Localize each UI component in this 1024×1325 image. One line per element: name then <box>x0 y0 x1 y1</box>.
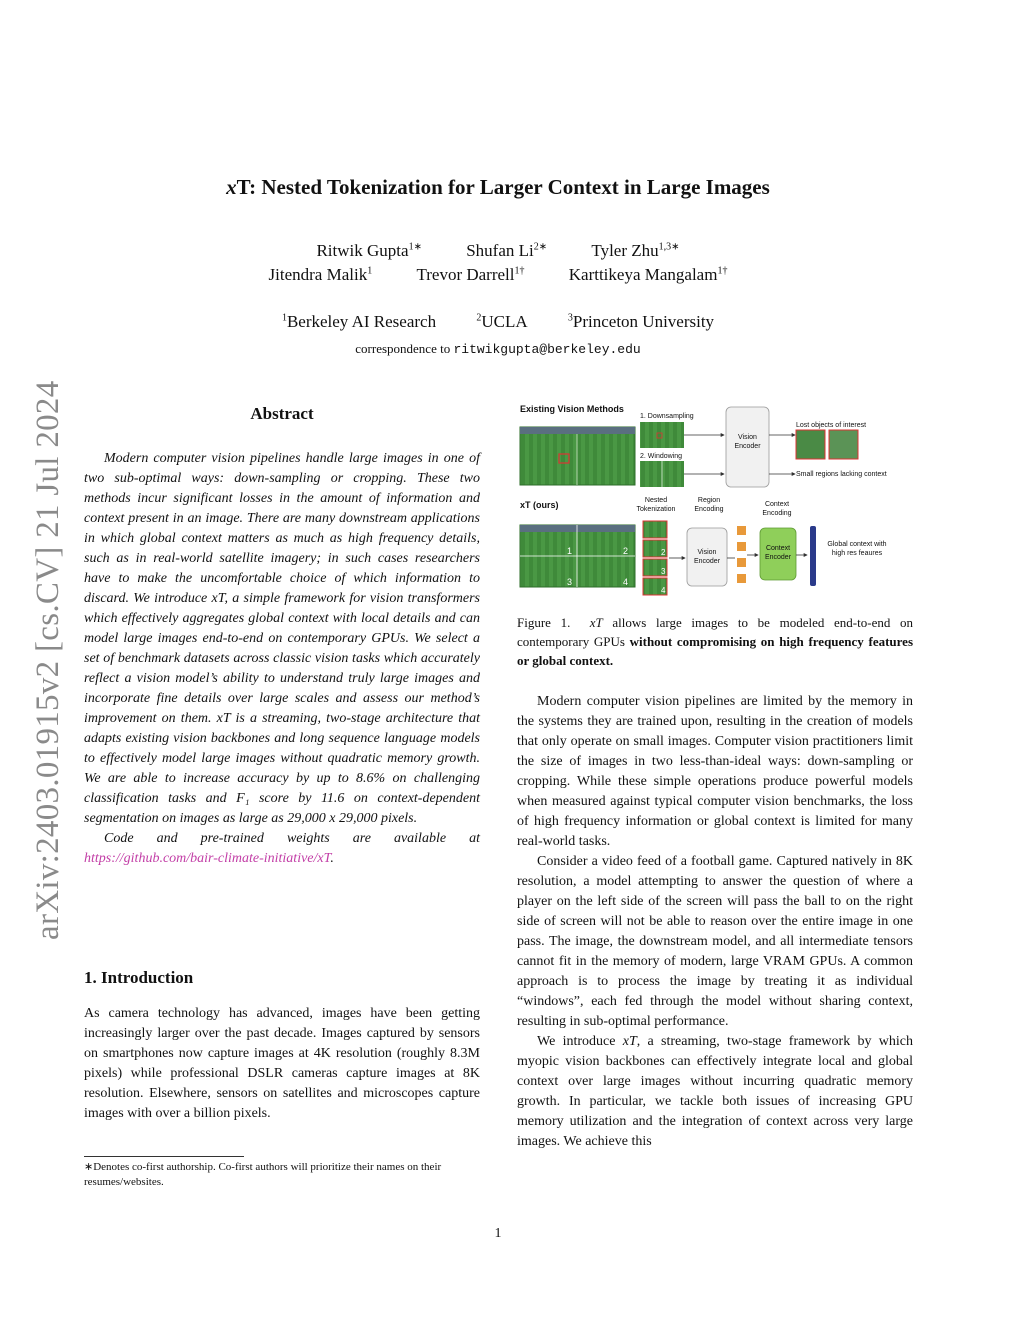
title-prefix: x <box>226 175 237 199</box>
footnote-divider <box>84 1156 244 1157</box>
label-global-context: Global context with high res feaures <box>827 541 887 557</box>
author: Tyler Zhu$^{1,3∗}$ <box>591 241 680 260</box>
figure-caption: Figure 1. xT allows large images to be modeled end-to-end on contemporary GPUs without compromising on high frequency features or global context. <box>517 615 914 668</box>
label-region-encoding: Region Encoding <box>694 497 724 513</box>
author: Ritwik Gupta$^{1∗}$ <box>316 241 422 260</box>
figure-1 <box>517 400 913 600</box>
abstract-body <box>84 449 480 869</box>
authors-row-1 <box>0 241 996 261</box>
vision-encoder-label-top: Vision Encoder <box>734 434 761 450</box>
title-rest: T: Nested Tokenization for Larger Context in Large Images <box>236 175 770 199</box>
intro-right-column <box>517 692 913 1152</box>
paper-title <box>0 175 996 200</box>
token <box>737 526 746 535</box>
stands-strip-ours <box>520 525 635 532</box>
vision-encoder-label-bottom: Vision Encoder <box>693 549 721 565</box>
label-existing-methods: Existing Vision Methods <box>520 404 624 414</box>
affiliation: $^1$Berkeley AI Research <box>281 312 437 331</box>
author: Karttikeya Mangalam$^{1\dagger}$ <box>568 265 728 284</box>
affiliations <box>0 312 996 332</box>
intro-paragraph: As camera technology has advanced, images have been getting increasingly larger over the past decade. Images captured by sensors on smartphones now capture images at 4K resolution (roughly 8.3M pixels) while professional DSLR cameras capture images at 8K resolution. Elsewhere, sensors on satellites and microscopes capture images with over a billion pixels. <box>84 1006 480 1121</box>
correspondence: correspondence to ritwikgupta@berkeley.edu <box>355 341 641 357</box>
body-paragraph: Consider a video feed of a football game. Captured natively in 8K resolution, a model attempting to answer the question of where a player on the left side of the screen will pass the ball to on the right side of screen will not be able to reason over the entire image in one pass. The image, the downstream model, and all intermediate tensors cannot fit in the memory of modern, large VRAM GPUs. A common approach is to process the image by treating it as individual “windows”, each fed through the model without sharing context, resulting in sub-optimal performance. <box>517 854 913 1029</box>
context-encoder-label: Context Encoder <box>764 545 792 561</box>
body-paragraph: We introduce xT, a streaming, two-stage framework by which myopic vision backbones can effectively integrate local and global context over large images without incurring quadratic memory growth. In particular, we tackle both issues of increasing GPU memory utilization and the integration of context across very large images. We achieve this <box>517 1034 913 1149</box>
tile-number: 3 <box>661 567 666 576</box>
lost-crop-1 <box>796 430 825 459</box>
tile <box>643 521 667 538</box>
body-paragraph: Modern computer vision pipelines are limited by the memory in the systems they are trained upon, resulting in the creation of models that only operate on small images. Computer vision practitioners limit the size of images in two less-than-ideal ways: down-sampling or cropping. While these simple operations produce powerful models when measured against typical computer vision benchmarks, the loss of high frequency information or global context is limited for many real-world tasks. <box>517 694 913 849</box>
abstract-code-paragraph: Code and pre-trained weights are available at https://github.com/bair-climate-initiative/xT. <box>84 831 480 866</box>
figure-1-diagram <box>517 400 913 600</box>
lost-crop-2 <box>829 430 858 459</box>
label-nested-tokenization: Nested Tokenization <box>636 497 676 513</box>
token <box>737 574 746 583</box>
footnote: ∗Denotes co-first authorship. Co-first authors will prioritize their names on their resumes/websites. <box>84 1161 442 1188</box>
author: Trevor Darrell$^{1\dagger}$ <box>416 265 525 284</box>
stands-strip <box>520 427 635 434</box>
authors-row-2 <box>0 265 996 285</box>
region-number: 2 <box>623 546 629 556</box>
abstract-paragraph: Modern computer vision pipelines handle large images in one of two sub-optimal ways: down-sampling or cropping. These two methods incur significant losses in the amount of information and context present in an image. There are many downstream applications in which global context matters as much as high frequency details, such as in real-world satellite imagery; in such cases researchers have to make the uncomfortable choice of which information to discard. We introduce xT, a simple framework for vision transformers which effectively aggregates global context with local details and can model large images end-to-end on contemporary GPUs. We select a set of benchmark datasets across classic vision tasks which accurately reflect a vision model’s ability to understand truly large images and incorporate fine details over large scales and assess our method’s improvement on them. xT is a streaming, two-stage architecture that adapts existing vision backbones and long sequence language models to effectively model large images without quadratic memory growth. We are able to increase accuracy by up to 8.6% on challenging classification tasks and F₁ score by 11.6 on context-dependent segmentation on images as large as 29,000 x 29,000 pixels. <box>84 451 480 826</box>
author: Shufan $Li^{2∗}$ <box>466 241 548 260</box>
author: Jitendra Malik$^1$ <box>268 265 373 284</box>
football-image-existing <box>520 427 635 485</box>
affiliation: $^2$UCLA <box>476 312 528 331</box>
region-number: 1 <box>567 546 573 556</box>
token <box>737 542 746 551</box>
code-link[interactable]: https://github.com/bair-climate-initiative/xT <box>84 851 331 866</box>
region-tokens <box>737 526 746 583</box>
output-feature-bar <box>810 526 816 586</box>
affiliation: $^3$Princeton University <box>567 312 715 331</box>
tile-number: 4 <box>661 586 666 595</box>
abstract-heading: Abstract <box>250 404 314 423</box>
tile-number: 2 <box>661 548 666 557</box>
label-xt-ours: xT (ours) <box>520 500 559 510</box>
section-heading-introduction: 1. Introduction <box>84 968 194 987</box>
correspondence-email[interactable]: ritwikgupta@berkeley.edu <box>453 342 641 357</box>
introduction-body <box>84 1004 480 1124</box>
label-small-regions: Small regions lacking context <box>796 471 887 478</box>
nested-tiles <box>643 521 667 595</box>
page-number: 1 <box>494 1226 502 1241</box>
arxiv-identifier: arXiv:2403.01915v2 [cs.CV] 21 Jul 2024 <box>30 380 66 940</box>
label-context-encoding: Context Encoding <box>762 501 792 517</box>
label-downsampling: 1. Downsampling <box>640 413 694 420</box>
region-number: 4 <box>623 577 629 587</box>
label-windowing: 2. Windowing <box>640 453 683 460</box>
region-number: 3 <box>567 577 573 587</box>
token <box>737 558 746 567</box>
label-lost-objects: Lost objects of interest <box>796 422 867 429</box>
